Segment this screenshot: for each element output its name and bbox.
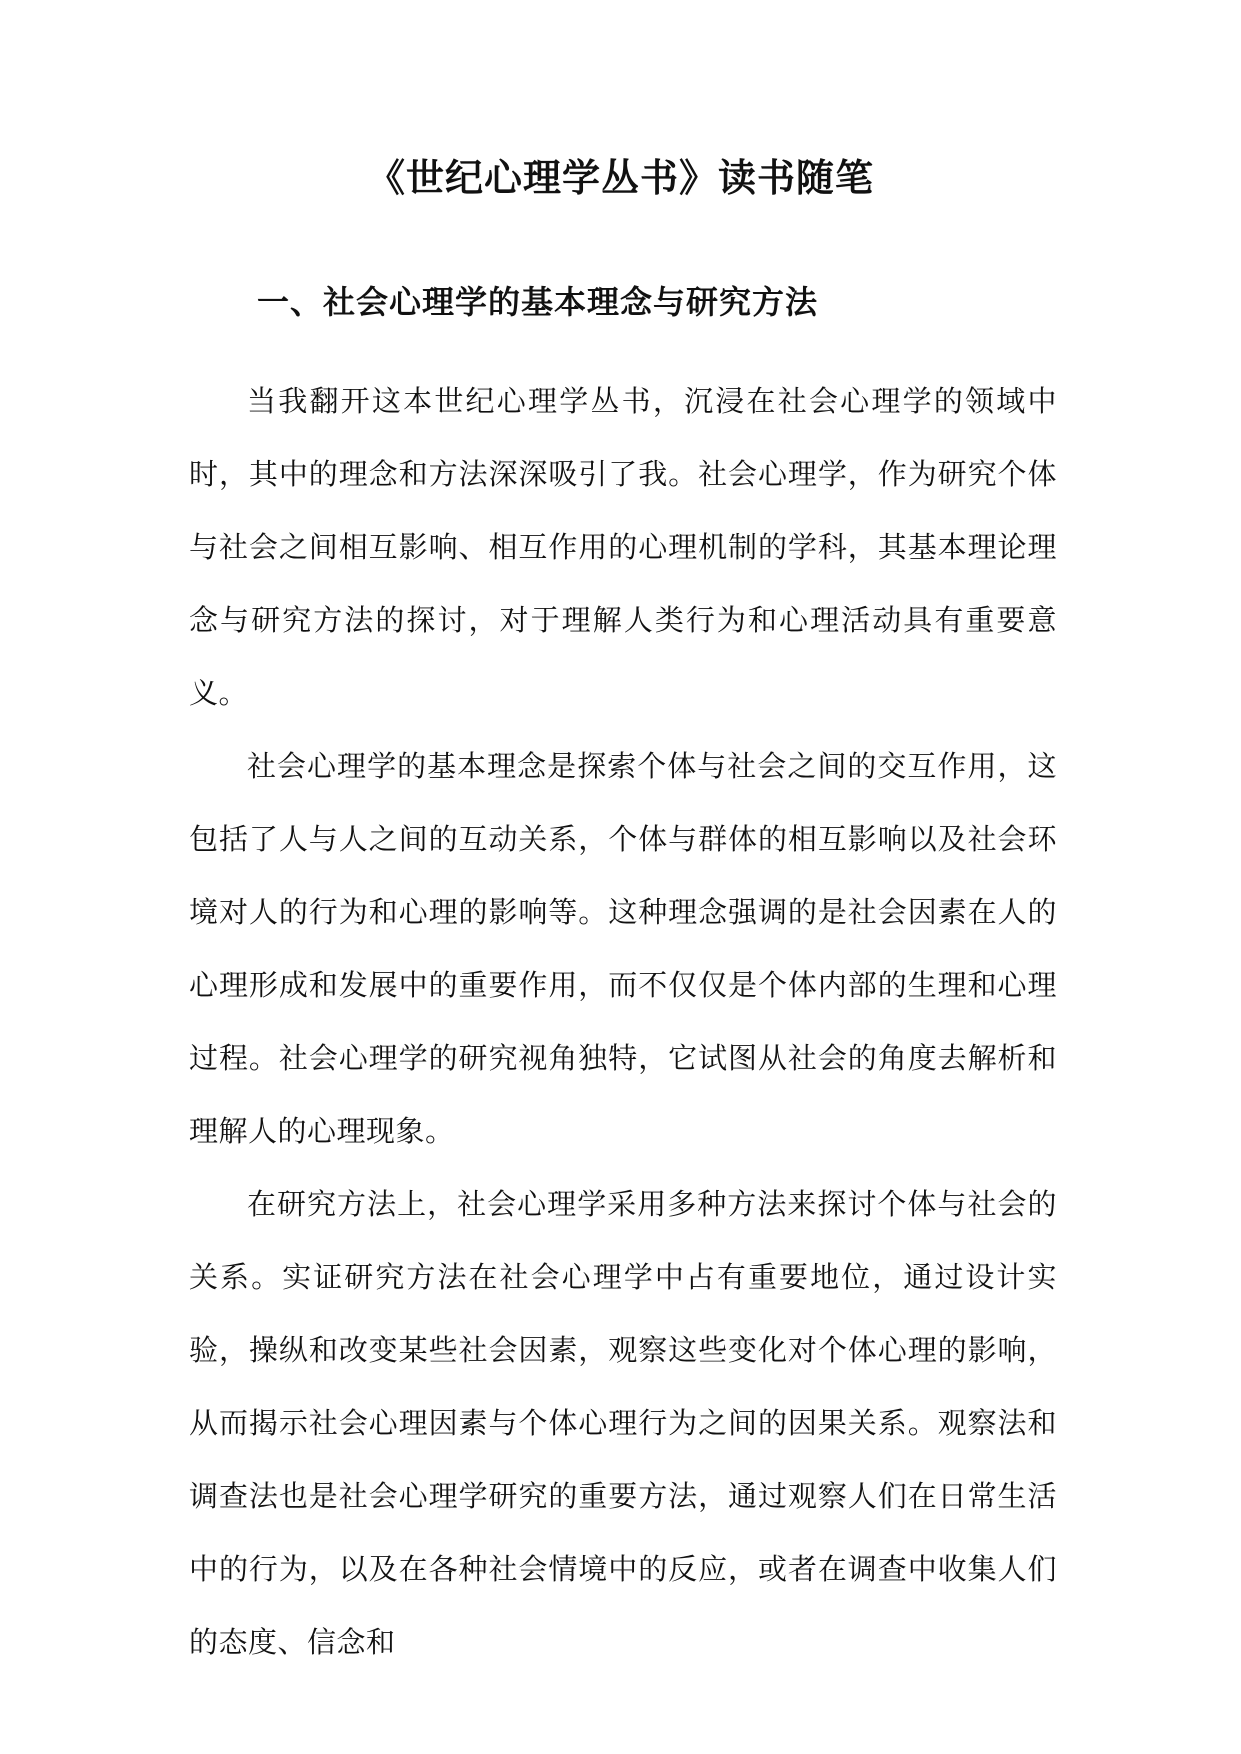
document-body [189,365,1057,1679]
body-paragraph: 在研究方法上，社会心理学采用多种方法来探讨个体与社会的关系。实证研究方法在社会心理学中占有重要地位，通过设计实验，操纵和改变某些社会因素，观察这些变化对个体心理的影响，从而揭示社会心理因素与个体心理行为之间的因果关系。观察法和调查法也是社会心理学研究的重要方法，通过观察人们在日常生活中的行为，以及在各种社会情境中的反应，或者在调查中收集人们的态度、信念和 [189,1187,1057,1659]
body-paragraph: 社会心理学的基本理念是探索个体与社会之间的交互作用，这包括了人与人之间的互动关系，个体与群体的相互影响以及社会环境对人的行为和心理的影响等。这种理念强调的是社会因素在人的心理形成和发展中的重要作用，而不仅仅是个体内部的生理和心理过程。社会心理学的研究视角独特，它试图从社会的角度去解析和理解人的心理现象。 [189,749,1057,1148]
section-heading: 一、社会心理学的基本理念与研究方法 [257,283,819,321]
body-paragraph: 当我翻开这本世纪心理学丛书，沉浸在社会心理学的领域中时，其中的理念和方法深深吸引了我。社会心理学，作为研究个体与社会之间相互影响、相互作用的心理机制的学科，其基本理论理念与研究方法的探讨，对于理解人类行为和心理活动具有重要意义。 [189,384,1057,710]
document-title: 《世纪心理学丛书》读书随笔 [366,155,874,200]
